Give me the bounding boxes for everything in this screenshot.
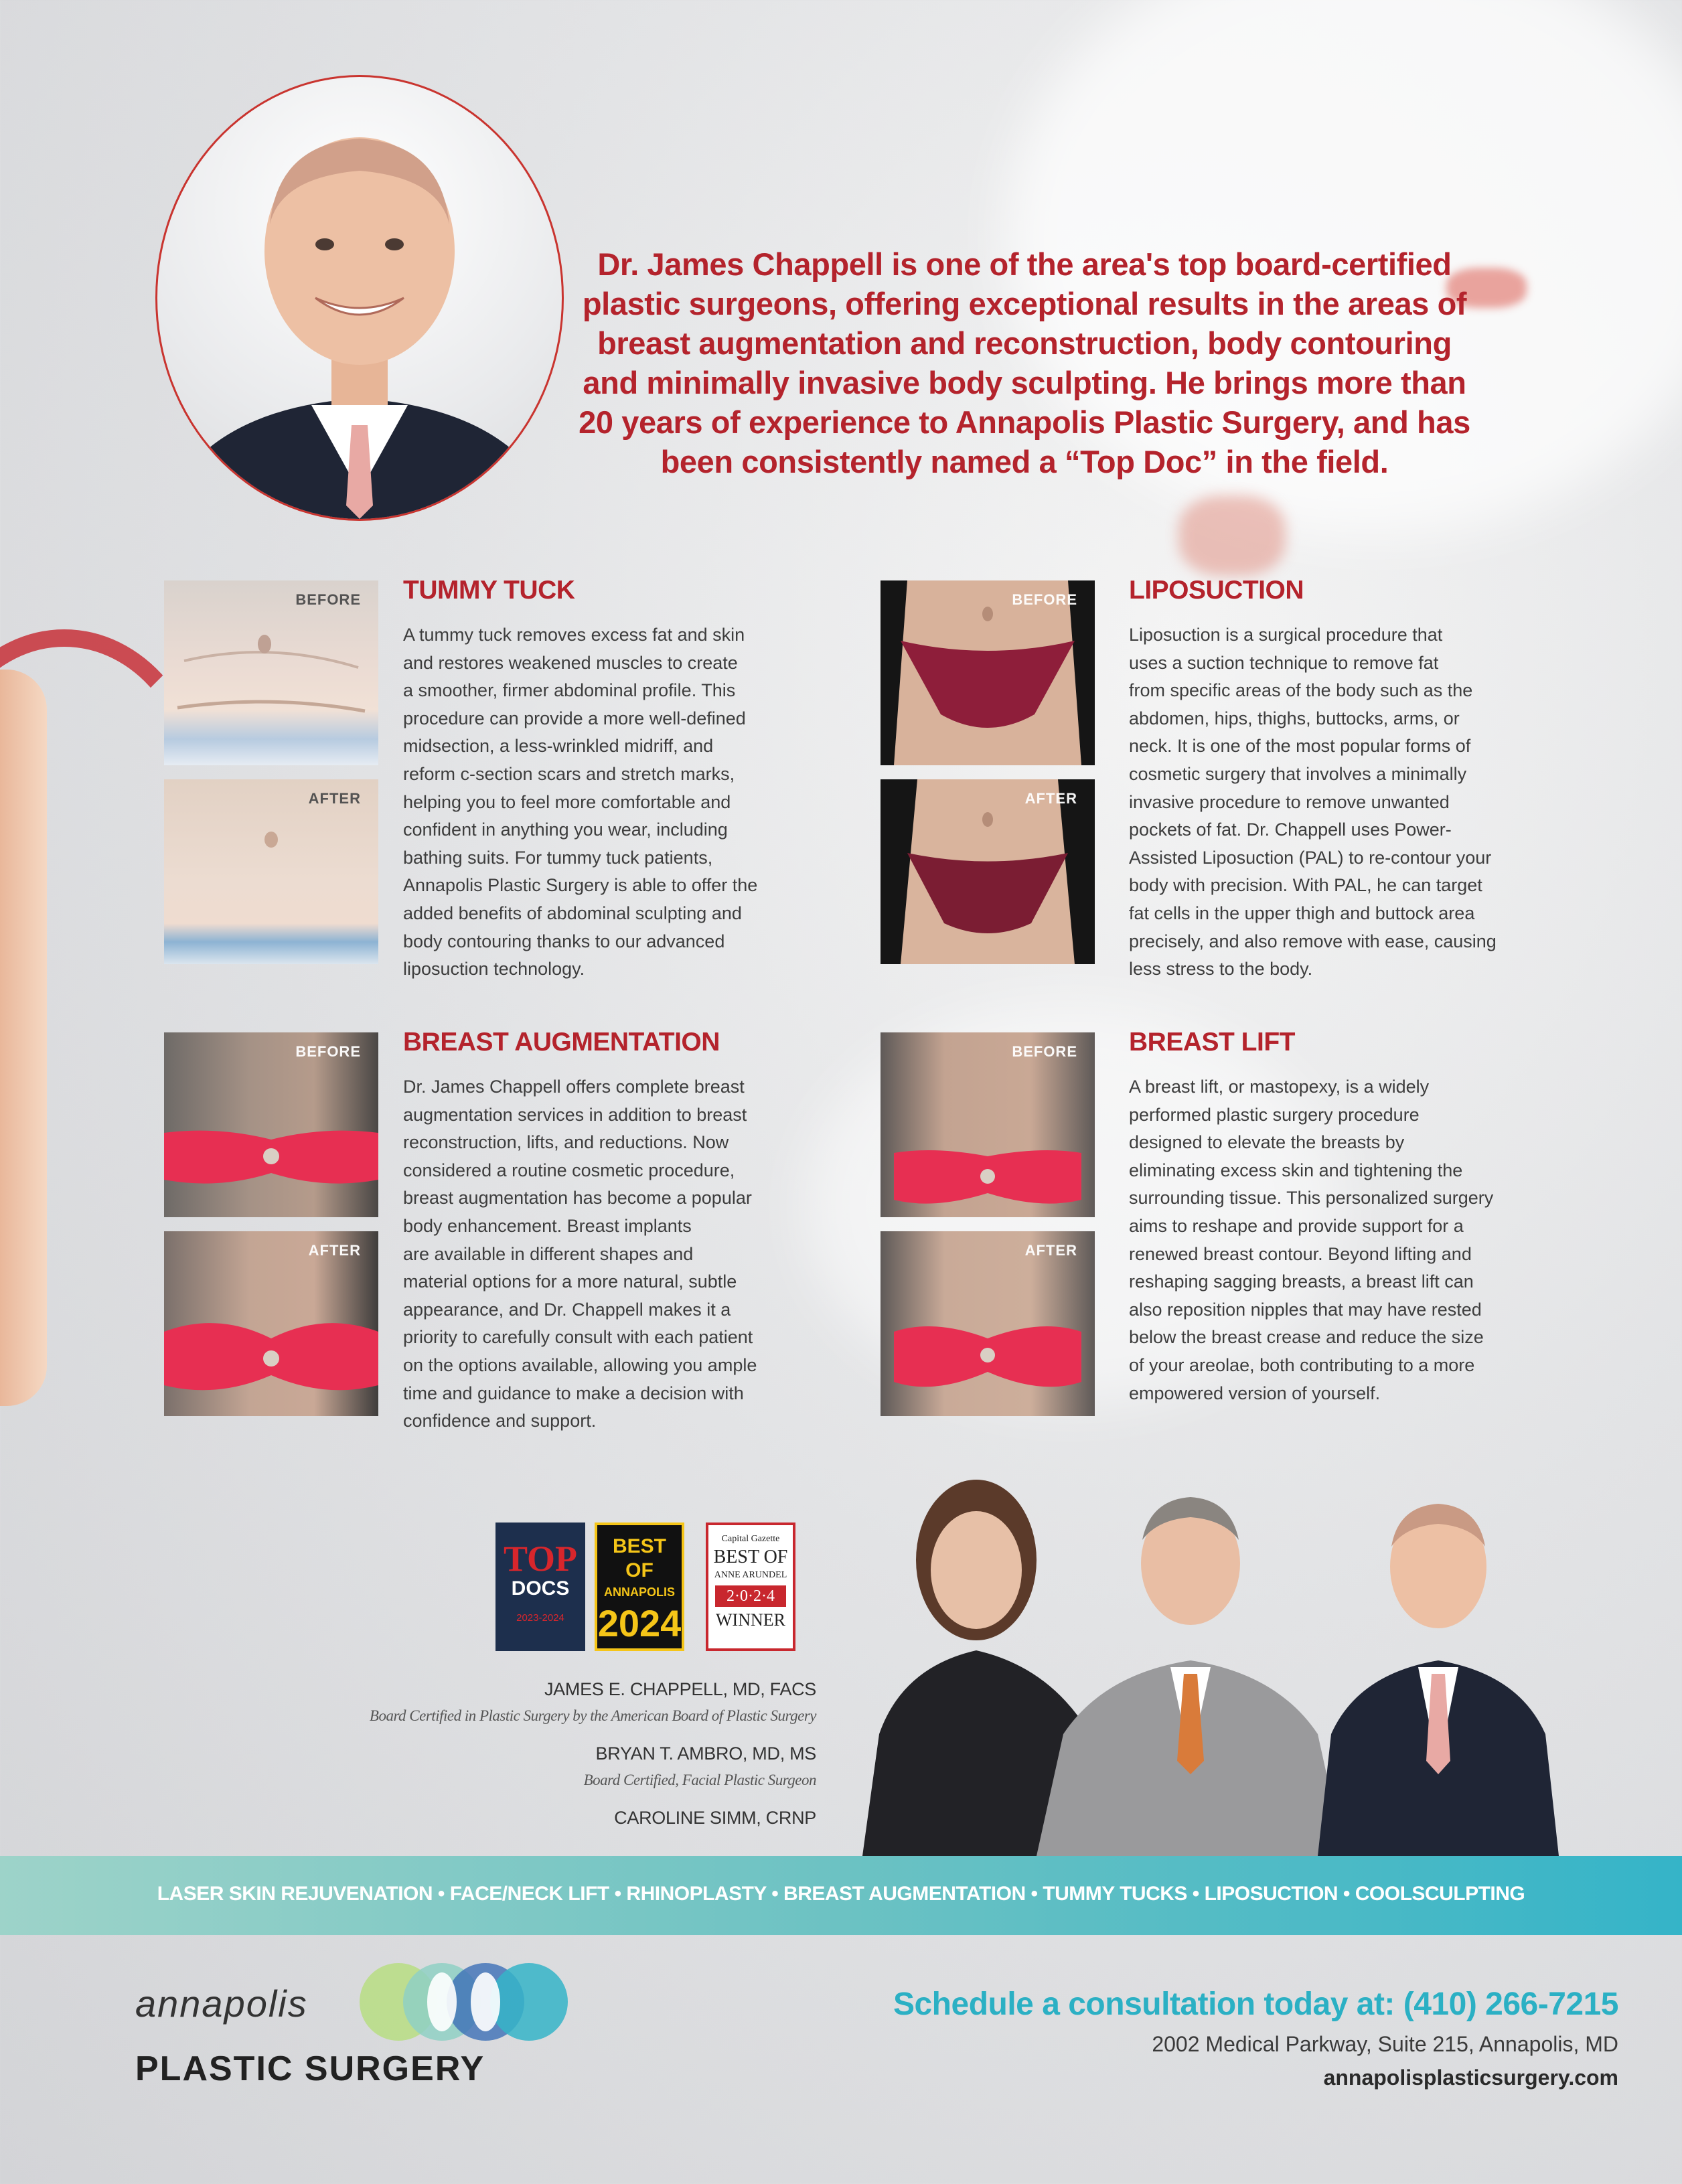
- body-line: bathing suits. For tummy tuck patients,: [403, 847, 713, 868]
- body-line: from specific areas of the body such as the: [1129, 680, 1473, 701]
- body-line: A breast lift, or mastopexy, is a widely: [1129, 1077, 1430, 1097]
- team-photo: [862, 1446, 1599, 1856]
- body-line: on the options available, allowing you ample: [403, 1354, 757, 1375]
- body-line: A tummy tuck removes excess fat and skin: [403, 625, 745, 645]
- body-line: fat cells in the upper thigh and buttock area: [1129, 903, 1475, 923]
- capital-gazette-line3: ANNE ARUNDEL: [714, 1570, 787, 1580]
- capital-gazette-line5: WINNER: [716, 1610, 785, 1630]
- body-line: invasive procedure to remove unwanted: [1129, 791, 1450, 812]
- body-line: Dr. James Chappell offers complete breast: [403, 1077, 745, 1097]
- top-docs-line2: DOCS: [511, 1577, 570, 1600]
- credit-title-ambro: Board Certified, Facial Plastic Surgeon: [583, 1772, 816, 1788]
- body-line: less stress to the body.: [1129, 959, 1313, 980]
- body-line: midsection, a less-wrinkled midriff, and: [403, 736, 714, 757]
- body-line: renewed breast contour. Beyond lifting and: [1129, 1243, 1472, 1264]
- liposuction-after-photo: [881, 779, 1095, 964]
- tummy-tuck-after-photo: [164, 779, 378, 964]
- body-line: breast augmentation has become a popular: [403, 1188, 752, 1208]
- liposuction-body: [1129, 621, 1598, 984]
- body-line: Assisted Liposuction (PAL) to re-contour your: [1129, 847, 1492, 868]
- intro-paragraph: Dr. James Chappell is one of the area's top board-certified plastic surgeons, offering exceptional results in the areas of breast augmentation and reconstruction, body contouring and minimally invasive body sculpting. He brings more than 20 years of experience to Annapolis Plastic Surgery, and has been consistently named a “Top Doc” in the field.: [579, 246, 1470, 479]
- best-of-annapolis-badge: [595, 1523, 684, 1651]
- services-banner: [0, 1856, 1682, 1935]
- body-line: helping you to feel more comfortable and: [403, 791, 731, 812]
- after-label: AFTER: [308, 790, 361, 807]
- body-line: abdomen, hips, thighs, buttocks, arms, or: [1129, 708, 1460, 728]
- body-line: body with precision. With PAL, he can target: [1129, 875, 1482, 896]
- body-line: precisely, and also remove with ease, causing: [1129, 931, 1497, 951]
- tummy-tuck-before-photo: [164, 580, 378, 765]
- body-line: augmentation services in addition to breast: [403, 1104, 747, 1125]
- red-ribbon-decoration: [1178, 495, 1286, 576]
- body-line: material options for a more natural, subtle: [403, 1271, 737, 1292]
- best-of-annapolis-line1: BEST OF: [612, 1535, 666, 1581]
- breast-lift-body: [1129, 1073, 1598, 1407]
- capital-gazette-line1: Capital Gazette: [721, 1534, 780, 1544]
- body-line: of your areolae, both contributing to a more: [1129, 1354, 1475, 1375]
- body-line: surrounding tissue. This personalized surgery: [1129, 1188, 1494, 1208]
- body-line: considered a routine cosmetic procedure,: [403, 1160, 735, 1180]
- breast-augmentation-body: [403, 1073, 845, 1435]
- credit-name-chappell: JAMES E. CHAPPELL, MD, FACS: [544, 1679, 816, 1699]
- body-line: neck. It is one of the most popular forms of: [1129, 736, 1471, 757]
- body-line: body contouring thanks to our advanced: [403, 931, 725, 951]
- top-docs-badge: [495, 1523, 585, 1651]
- body-line: below the breast crease and reduce the size: [1129, 1327, 1484, 1348]
- capital-gazette-line4: 2·0·2·4: [715, 1585, 786, 1607]
- body-line: appearance, and Dr. Chappell makes it a: [403, 1299, 731, 1320]
- capital-gazette-line2: BEST OF: [713, 1547, 788, 1567]
- body-line: Liposuction is a surgical procedure that: [1129, 625, 1443, 645]
- services-list: LASER SKIN REJUVENATION • FACE/NECK LIFT • RHINOPLASTY • BREAST AUGMENTATION • TUMMY TUCKS • LIPOSUCTION • COOLSCULPTING: [157, 1883, 1525, 1905]
- before-label: BEFORE: [1012, 591, 1077, 608]
- body-line: liposuction technology.: [403, 959, 585, 980]
- address: 2002 Medical Parkway, Suite 215, Annapolis, MD: [1152, 2032, 1618, 2056]
- website-link[interactable]: annapolisplasticsurgery.com: [1323, 2065, 1618, 2090]
- skin-edge-decoration: [0, 670, 47, 1406]
- capital-gazette-badge: [706, 1523, 795, 1651]
- breast-augmentation-before-photo: [164, 1032, 378, 1217]
- doctor-portrait: [155, 75, 564, 521]
- body-line: confident in anything you wear, including: [403, 820, 728, 840]
- body-line: procedure can provide a more well-defined: [403, 708, 746, 728]
- logo-wordmark-plastic-surgery: PLASTIC SURGERY: [135, 2049, 485, 2088]
- after-label: AFTER: [308, 1242, 361, 1259]
- body-line: priority to carefully consult with each patient: [403, 1327, 753, 1348]
- body-line: uses a suction technique to remove fat: [1129, 652, 1439, 673]
- top-docs-line1: TOP: [503, 1539, 578, 1579]
- top-docs-line3: 2023-2024: [516, 1612, 564, 1624]
- best-of-annapolis-line2: ANNAPOLIS: [603, 1585, 675, 1599]
- credit-name-ambro: BRYAN T. AMBRO, MD, MS: [595, 1743, 816, 1764]
- breast-augmentation-after-photo: [164, 1231, 378, 1416]
- before-label: BEFORE: [1012, 1043, 1077, 1060]
- body-line: body enhancement. Breast implants: [403, 1215, 692, 1236]
- after-label: AFTER: [1024, 790, 1077, 807]
- body-line: reform c-section scars and stretch marks,: [403, 763, 735, 784]
- body-line: designed to elevate the breasts by: [1129, 1132, 1405, 1153]
- body-line: added benefits of abdominal sculpting and: [403, 903, 742, 923]
- tummy-tuck-body: [403, 621, 832, 984]
- team-photo-illustration: [862, 1446, 1599, 1856]
- body-line: a smoother, firmer abdominal profile. This: [403, 680, 736, 701]
- body-line: are available in different shapes and: [403, 1243, 694, 1264]
- before-label: BEFORE: [295, 1043, 361, 1060]
- body-line: confidence and support.: [403, 1411, 597, 1431]
- tummy-tuck-title: TUMMY TUCK: [403, 576, 575, 605]
- consultation-cta[interactable]: Schedule a consultation today at: (410) 266-7215: [893, 1986, 1618, 2022]
- credit-name-simm: CAROLINE SIMM, CRNP: [614, 1808, 816, 1828]
- body-line: aims to reshape and provide support for a: [1129, 1215, 1464, 1236]
- body-line: time and guidance to make a decision with: [403, 1383, 744, 1403]
- best-of-annapolis-line3: 2024: [597, 1602, 682, 1644]
- body-line: and restores weakened muscles to create: [403, 652, 738, 673]
- liposuction-before-photo: [881, 580, 1095, 765]
- body-line: reshaping sagging breasts, a breast lift can: [1129, 1271, 1474, 1292]
- body-line: cosmetic surgery that involves a minimally: [1129, 763, 1467, 784]
- breast-lift-after-photo: [881, 1231, 1095, 1416]
- body-line: also reposition nipples that may have rested: [1129, 1299, 1482, 1320]
- breast-lift-before-photo: [881, 1032, 1095, 1217]
- breast-augmentation-title: BREAST AUGMENTATION: [403, 1028, 720, 1057]
- body-line: empowered version of yourself.: [1129, 1383, 1381, 1403]
- credit-title-chappell: Board Certified in Plastic Surgery by the American Board of Plastic Surgery: [369, 1707, 816, 1724]
- logo-wordmark-annapolis: annapolis: [135, 1982, 308, 2025]
- doctor-portrait-illustration: [157, 77, 562, 519]
- logo-circles-icon: [348, 1955, 576, 2049]
- body-line: performed plastic surgery procedure: [1129, 1104, 1420, 1125]
- before-label: BEFORE: [295, 591, 361, 608]
- body-line: eliminating excess skin and tightening the: [1129, 1160, 1463, 1180]
- liposuction-title: LIPOSUCTION: [1129, 576, 1304, 605]
- breast-lift-title: BREAST LIFT: [1129, 1028, 1295, 1057]
- after-label: AFTER: [1024, 1242, 1077, 1259]
- body-line: Annapolis Plastic Surgery is able to offer the: [403, 875, 758, 896]
- body-line: reconstruction, lifts, and reductions. Now: [403, 1132, 729, 1153]
- body-line: pockets of fat. Dr. Chappell uses Power-: [1129, 820, 1452, 840]
